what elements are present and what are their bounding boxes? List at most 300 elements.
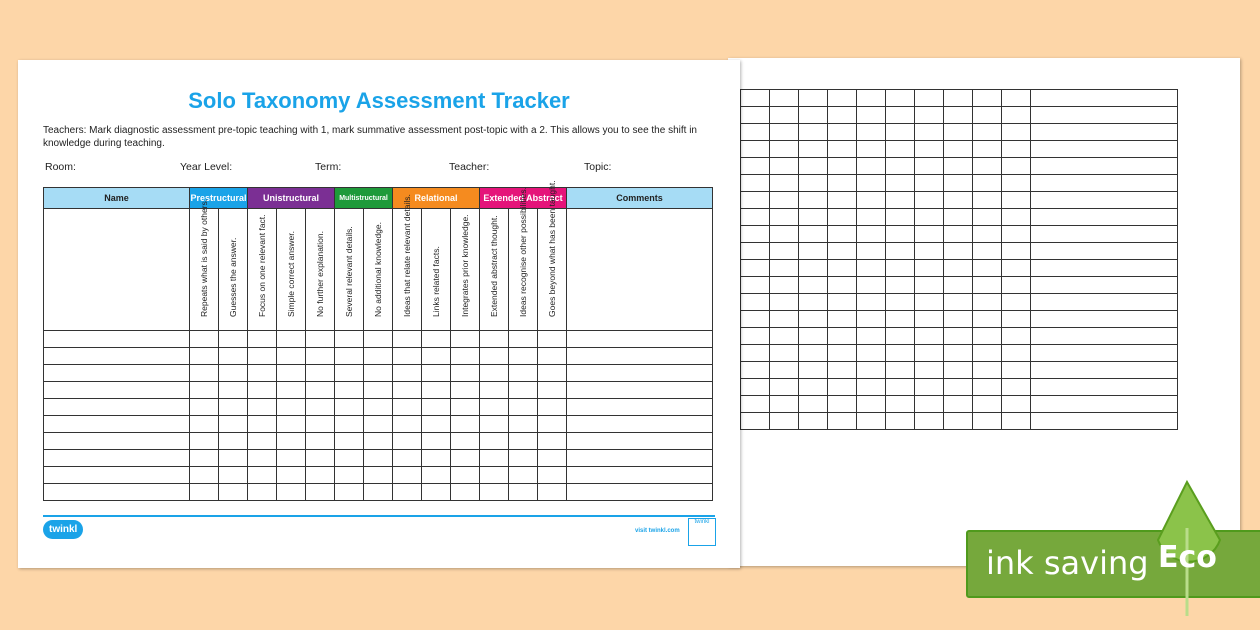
grid-cell[interactable] (886, 311, 915, 328)
grid-cell[interactable] (770, 260, 799, 277)
grid-cell[interactable] (915, 192, 944, 209)
grid-cell[interactable] (886, 362, 915, 379)
cell[interactable] (364, 467, 393, 484)
grid-cell[interactable] (886, 90, 915, 107)
cell[interactable] (335, 484, 364, 501)
grid-cell[interactable] (1002, 396, 1031, 413)
cell[interactable] (364, 331, 393, 348)
grid-cell[interactable] (915, 226, 944, 243)
cell[interactable] (335, 399, 364, 416)
cell[interactable] (538, 399, 567, 416)
grid-cell[interactable] (1002, 141, 1031, 158)
cell[interactable] (509, 450, 538, 467)
grid-cell[interactable] (857, 413, 886, 430)
grid-cell[interactable] (828, 226, 857, 243)
grid-cell[interactable] (1031, 175, 1178, 192)
cell[interactable] (393, 365, 422, 382)
grid-cell[interactable] (1002, 362, 1031, 379)
cell[interactable] (480, 348, 509, 365)
cell[interactable] (480, 399, 509, 416)
grid-cell[interactable] (828, 260, 857, 277)
grid-cell[interactable] (944, 345, 973, 362)
grid-cell[interactable] (915, 260, 944, 277)
grid-cell[interactable] (1002, 345, 1031, 362)
grid-cell[interactable] (886, 396, 915, 413)
cell[interactable] (393, 331, 422, 348)
grid-cell[interactable] (828, 192, 857, 209)
grid-cell[interactable] (828, 362, 857, 379)
cell[interactable] (306, 467, 335, 484)
grid-cell[interactable] (799, 158, 828, 175)
grid-cell[interactable] (799, 413, 828, 430)
grid-cell[interactable] (770, 226, 799, 243)
cell[interactable] (451, 331, 480, 348)
cell[interactable] (219, 399, 248, 416)
grid-cell[interactable] (944, 158, 973, 175)
cell[interactable] (509, 382, 538, 399)
grid-cell[interactable] (799, 107, 828, 124)
cell[interactable] (219, 382, 248, 399)
cell[interactable] (277, 484, 306, 501)
grid-cell[interactable] (828, 413, 857, 430)
cell[interactable] (190, 331, 219, 348)
grid-cell[interactable] (741, 362, 770, 379)
cell[interactable] (219, 450, 248, 467)
grid-cell[interactable] (770, 243, 799, 260)
cell[interactable] (190, 484, 219, 501)
grid-cell[interactable] (799, 362, 828, 379)
cell[interactable] (480, 467, 509, 484)
grid-cell[interactable] (770, 277, 799, 294)
grid-cell[interactable] (799, 124, 828, 141)
grid-cell[interactable] (886, 124, 915, 141)
cell[interactable] (422, 416, 451, 433)
grid-cell[interactable] (1002, 175, 1031, 192)
grid-cell[interactable] (1031, 362, 1178, 379)
grid-cell[interactable] (915, 243, 944, 260)
grid-cell[interactable] (973, 226, 1002, 243)
grid-cell[interactable] (973, 345, 1002, 362)
grid-cell[interactable] (741, 107, 770, 124)
grid-cell[interactable] (944, 124, 973, 141)
cell[interactable] (364, 416, 393, 433)
grid-cell[interactable] (770, 396, 799, 413)
grid-cell[interactable] (944, 141, 973, 158)
grid-cell[interactable] (828, 294, 857, 311)
grid-cell[interactable] (828, 141, 857, 158)
cell[interactable] (538, 484, 567, 501)
cell[interactable] (567, 348, 713, 365)
grid-cell[interactable] (886, 260, 915, 277)
cell[interactable] (451, 450, 480, 467)
grid-cell[interactable] (857, 226, 886, 243)
grid-cell[interactable] (741, 413, 770, 430)
grid-cell[interactable] (944, 192, 973, 209)
grid-cell[interactable] (973, 379, 1002, 396)
cell[interactable] (480, 382, 509, 399)
cell[interactable] (277, 450, 306, 467)
grid-cell[interactable] (1002, 328, 1031, 345)
cell[interactable] (538, 348, 567, 365)
cell[interactable] (422, 365, 451, 382)
cell[interactable] (567, 399, 713, 416)
grid-cell[interactable] (770, 158, 799, 175)
grid-cell[interactable] (944, 277, 973, 294)
cell[interactable] (44, 399, 190, 416)
grid-cell[interactable] (857, 90, 886, 107)
cell[interactable] (277, 365, 306, 382)
grid-cell[interactable] (973, 175, 1002, 192)
cell[interactable] (335, 416, 364, 433)
visit-link[interactable]: visit twinkl.com (635, 528, 680, 534)
cell[interactable] (393, 399, 422, 416)
grid-cell[interactable] (828, 124, 857, 141)
cell[interactable] (277, 331, 306, 348)
cell[interactable] (509, 433, 538, 450)
cell[interactable] (44, 416, 190, 433)
grid-cell[interactable] (973, 294, 1002, 311)
grid-cell[interactable] (1002, 226, 1031, 243)
grid-cell[interactable] (915, 277, 944, 294)
cell[interactable] (567, 365, 713, 382)
cell[interactable] (190, 382, 219, 399)
cell[interactable] (538, 416, 567, 433)
grid-cell[interactable] (857, 107, 886, 124)
cell[interactable] (190, 433, 219, 450)
grid-cell[interactable] (1002, 124, 1031, 141)
grid-cell[interactable] (828, 311, 857, 328)
grid-cell[interactable] (770, 209, 799, 226)
grid-cell[interactable] (915, 311, 944, 328)
grid-cell[interactable] (741, 192, 770, 209)
grid-cell[interactable] (799, 226, 828, 243)
cell[interactable] (567, 467, 713, 484)
cell[interactable] (306, 331, 335, 348)
cell[interactable] (567, 416, 713, 433)
cell[interactable] (44, 450, 190, 467)
grid-cell[interactable] (1031, 124, 1178, 141)
grid-cell[interactable] (973, 413, 1002, 430)
grid-cell[interactable] (886, 141, 915, 158)
cell[interactable] (393, 450, 422, 467)
cell[interactable] (422, 331, 451, 348)
cell[interactable] (422, 484, 451, 501)
grid-cell[interactable] (741, 345, 770, 362)
grid-cell[interactable] (770, 362, 799, 379)
grid-cell[interactable] (1002, 413, 1031, 430)
grid-cell[interactable] (944, 379, 973, 396)
cell[interactable] (44, 433, 190, 450)
cell[interactable] (335, 450, 364, 467)
cell[interactable] (422, 433, 451, 450)
cell[interactable] (422, 467, 451, 484)
grid-cell[interactable] (915, 328, 944, 345)
grid-cell[interactable] (799, 243, 828, 260)
cell[interactable] (335, 331, 364, 348)
grid-cell[interactable] (973, 209, 1002, 226)
grid-cell[interactable] (770, 328, 799, 345)
grid-cell[interactable] (1031, 413, 1178, 430)
grid-cell[interactable] (770, 90, 799, 107)
cell[interactable] (248, 433, 277, 450)
grid-cell[interactable] (828, 107, 857, 124)
cell[interactable] (306, 365, 335, 382)
cell[interactable] (538, 382, 567, 399)
grid-cell[interactable] (944, 328, 973, 345)
cell[interactable] (277, 382, 306, 399)
grid-cell[interactable] (1031, 277, 1178, 294)
grid-cell[interactable] (741, 209, 770, 226)
cell[interactable] (567, 331, 713, 348)
grid-cell[interactable] (799, 345, 828, 362)
cell[interactable] (567, 382, 713, 399)
cell[interactable] (451, 433, 480, 450)
cell[interactable] (393, 416, 422, 433)
cell[interactable] (306, 450, 335, 467)
grid-cell[interactable] (1002, 294, 1031, 311)
cell[interactable] (451, 467, 480, 484)
grid-cell[interactable] (770, 124, 799, 141)
cell[interactable] (480, 331, 509, 348)
grid-cell[interactable] (799, 260, 828, 277)
grid-cell[interactable] (770, 311, 799, 328)
cell[interactable] (190, 450, 219, 467)
grid-cell[interactable] (973, 260, 1002, 277)
cell[interactable] (480, 416, 509, 433)
cell[interactable] (306, 416, 335, 433)
grid-cell[interactable] (741, 175, 770, 192)
cell[interactable] (44, 382, 190, 399)
grid-cell[interactable] (944, 90, 973, 107)
grid-cell[interactable] (741, 277, 770, 294)
grid-cell[interactable] (857, 345, 886, 362)
cell[interactable] (422, 399, 451, 416)
grid-cell[interactable] (915, 362, 944, 379)
cell[interactable] (190, 365, 219, 382)
grid-cell[interactable] (886, 243, 915, 260)
grid-cell[interactable] (828, 379, 857, 396)
grid-cell[interactable] (915, 107, 944, 124)
cell[interactable] (219, 365, 248, 382)
grid-cell[interactable] (944, 175, 973, 192)
grid-cell[interactable] (799, 379, 828, 396)
grid-cell[interactable] (915, 141, 944, 158)
grid-cell[interactable] (1002, 260, 1031, 277)
cell[interactable] (509, 365, 538, 382)
cell[interactable] (248, 484, 277, 501)
grid-cell[interactable] (944, 413, 973, 430)
grid-cell[interactable] (944, 243, 973, 260)
grid-cell[interactable] (1002, 158, 1031, 175)
cell[interactable] (451, 348, 480, 365)
cell[interactable] (480, 433, 509, 450)
grid-cell[interactable] (1031, 294, 1178, 311)
cell[interactable] (509, 399, 538, 416)
cell[interactable] (248, 365, 277, 382)
grid-cell[interactable] (973, 243, 1002, 260)
grid-cell[interactable] (799, 175, 828, 192)
grid-cell[interactable] (799, 328, 828, 345)
cell[interactable] (306, 348, 335, 365)
grid-cell[interactable] (886, 413, 915, 430)
cell[interactable] (335, 467, 364, 484)
grid-cell[interactable] (741, 328, 770, 345)
grid-cell[interactable] (1031, 141, 1178, 158)
grid-cell[interactable] (886, 294, 915, 311)
grid-cell[interactable] (857, 311, 886, 328)
cell[interactable] (538, 450, 567, 467)
grid-cell[interactable] (944, 311, 973, 328)
grid-cell[interactable] (1031, 192, 1178, 209)
cell[interactable] (190, 348, 219, 365)
cell[interactable] (306, 399, 335, 416)
grid-cell[interactable] (770, 192, 799, 209)
cell[interactable] (219, 484, 248, 501)
cell[interactable] (451, 484, 480, 501)
grid-cell[interactable] (973, 141, 1002, 158)
cell[interactable] (393, 433, 422, 450)
cell[interactable] (44, 484, 190, 501)
grid-cell[interactable] (886, 379, 915, 396)
cell[interactable] (538, 433, 567, 450)
cell[interactable] (248, 467, 277, 484)
cell[interactable] (538, 365, 567, 382)
grid-cell[interactable] (973, 90, 1002, 107)
grid-cell[interactable] (1002, 243, 1031, 260)
cell[interactable] (248, 331, 277, 348)
cell[interactable] (364, 382, 393, 399)
grid-cell[interactable] (857, 277, 886, 294)
grid-cell[interactable] (944, 396, 973, 413)
grid-cell[interactable] (915, 396, 944, 413)
cell[interactable] (422, 348, 451, 365)
grid-cell[interactable] (886, 175, 915, 192)
grid-cell[interactable] (741, 90, 770, 107)
cell[interactable] (277, 433, 306, 450)
grid-cell[interactable] (1031, 226, 1178, 243)
grid-cell[interactable] (886, 226, 915, 243)
cell[interactable] (567, 450, 713, 467)
grid-cell[interactable] (857, 396, 886, 413)
grid-cell[interactable] (1031, 260, 1178, 277)
cell[interactable] (364, 433, 393, 450)
grid-cell[interactable] (973, 158, 1002, 175)
grid-cell[interactable] (828, 90, 857, 107)
grid-cell[interactable] (828, 396, 857, 413)
grid-cell[interactable] (1031, 379, 1178, 396)
cell[interactable] (44, 467, 190, 484)
grid-cell[interactable] (770, 379, 799, 396)
cell[interactable] (509, 348, 538, 365)
grid-cell[interactable] (857, 243, 886, 260)
cell[interactable] (364, 365, 393, 382)
cell[interactable] (538, 331, 567, 348)
cell[interactable] (364, 484, 393, 501)
cell[interactable] (509, 484, 538, 501)
grid-cell[interactable] (741, 260, 770, 277)
grid-cell[interactable] (799, 277, 828, 294)
grid-cell[interactable] (770, 175, 799, 192)
grid-cell[interactable] (886, 277, 915, 294)
cell[interactable] (451, 365, 480, 382)
cell[interactable] (480, 365, 509, 382)
grid-cell[interactable] (886, 328, 915, 345)
grid-cell[interactable] (741, 226, 770, 243)
cell[interactable] (277, 348, 306, 365)
grid-cell[interactable] (857, 141, 886, 158)
cell[interactable] (393, 382, 422, 399)
cell[interactable] (190, 467, 219, 484)
cell[interactable] (393, 484, 422, 501)
grid-cell[interactable] (944, 294, 973, 311)
grid-cell[interactable] (799, 141, 828, 158)
grid-cell[interactable] (973, 311, 1002, 328)
cell[interactable] (567, 484, 713, 501)
cell[interactable] (248, 348, 277, 365)
grid-cell[interactable] (799, 396, 828, 413)
cell[interactable] (567, 433, 713, 450)
grid-cell[interactable] (886, 192, 915, 209)
cell[interactable] (335, 433, 364, 450)
grid-cell[interactable] (915, 379, 944, 396)
grid-cell[interactable] (770, 141, 799, 158)
grid-cell[interactable] (828, 243, 857, 260)
cell[interactable] (219, 416, 248, 433)
grid-cell[interactable] (944, 226, 973, 243)
grid-cell[interactable] (973, 124, 1002, 141)
grid-cell[interactable] (1002, 107, 1031, 124)
cell[interactable] (248, 416, 277, 433)
grid-cell[interactable] (741, 243, 770, 260)
grid-cell[interactable] (1002, 90, 1031, 107)
cell[interactable] (480, 484, 509, 501)
grid-cell[interactable] (857, 175, 886, 192)
grid-cell[interactable] (741, 379, 770, 396)
grid-cell[interactable] (915, 294, 944, 311)
grid-cell[interactable] (828, 328, 857, 345)
grid-cell[interactable] (741, 396, 770, 413)
grid-cell[interactable] (944, 209, 973, 226)
grid-cell[interactable] (1031, 243, 1178, 260)
cell[interactable] (451, 399, 480, 416)
grid-cell[interactable] (857, 294, 886, 311)
cell[interactable] (509, 467, 538, 484)
grid-cell[interactable] (1002, 209, 1031, 226)
cell[interactable] (480, 450, 509, 467)
cell[interactable] (422, 450, 451, 467)
cell[interactable] (306, 484, 335, 501)
cell[interactable] (248, 399, 277, 416)
grid-cell[interactable] (857, 209, 886, 226)
cell[interactable] (306, 433, 335, 450)
cell[interactable] (190, 416, 219, 433)
cell[interactable] (219, 331, 248, 348)
cell[interactable] (364, 399, 393, 416)
cell[interactable] (277, 416, 306, 433)
grid-cell[interactable] (741, 294, 770, 311)
grid-cell[interactable] (799, 192, 828, 209)
grid-cell[interactable] (799, 90, 828, 107)
cell[interactable] (538, 467, 567, 484)
grid-cell[interactable] (915, 90, 944, 107)
cell[interactable] (335, 348, 364, 365)
grid-cell[interactable] (1002, 277, 1031, 294)
cell[interactable] (364, 450, 393, 467)
grid-cell[interactable] (828, 345, 857, 362)
grid-cell[interactable] (799, 294, 828, 311)
grid-cell[interactable] (1031, 311, 1178, 328)
cell[interactable] (335, 365, 364, 382)
